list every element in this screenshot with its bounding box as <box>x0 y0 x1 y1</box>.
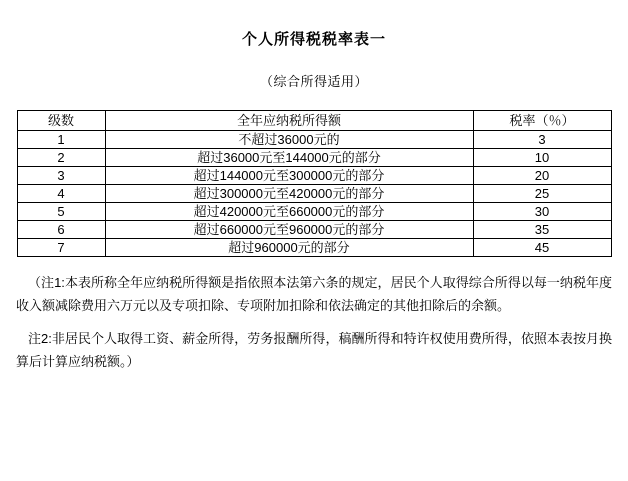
cell-rate: 25 <box>473 185 611 203</box>
column-header-rate: 税率（％） <box>473 111 611 131</box>
cell-rate: 20 <box>473 167 611 185</box>
table-row <box>17 221 611 239</box>
cell-rate: 3 <box>473 131 611 149</box>
note-2 <box>16 327 612 373</box>
table-row <box>17 167 611 185</box>
cell-range: 超过144000元至300000元的部分 <box>105 167 473 185</box>
page-subtitle: （综合所得适用） <box>259 74 368 89</box>
table-row <box>17 149 611 167</box>
note-1 <box>16 271 612 317</box>
table-row <box>17 185 611 203</box>
cell-level: 1 <box>17 131 105 149</box>
table-row <box>17 239 611 257</box>
page-title: 个人所得税税率表一 <box>241 31 386 48</box>
document-page <box>0 28 628 481</box>
cell-range: 超过960000元的部分 <box>105 239 473 257</box>
table-row <box>17 203 611 221</box>
tax-rate-table <box>17 110 612 257</box>
table-body <box>17 131 611 257</box>
cell-range: 超过300000元至420000元的部分 <box>105 185 473 203</box>
notes-section <box>16 271 612 373</box>
cell-level: 6 <box>17 221 105 239</box>
cell-rate: 30 <box>473 203 611 221</box>
cell-range: 不超过36000元的 <box>105 131 473 149</box>
table-row <box>17 131 611 149</box>
cell-range: 超过660000元至960000元的部分 <box>105 221 473 239</box>
table-header <box>17 111 611 131</box>
table-header-row <box>17 111 611 131</box>
cell-level: 5 <box>17 203 105 221</box>
cell-rate: 35 <box>473 221 611 239</box>
cell-rate: 10 <box>473 149 611 167</box>
cell-rate: 45 <box>473 239 611 257</box>
cell-level: 3 <box>17 167 105 185</box>
cell-level: 7 <box>17 239 105 257</box>
note-2-text: 注2:非居民个人取得工资、薪金所得，劳务报酬所得，稿酬所得和特许权使用费所得，依照本表按月换算后计算应纳税额。） <box>16 331 612 369</box>
column-header-level: 级数 <box>17 111 105 131</box>
cell-range: 超过36000元至144000元的部分 <box>105 149 473 167</box>
cell-level: 2 <box>17 149 105 167</box>
column-header-taxable-income: 全年应纳税所得额 <box>105 111 473 131</box>
cell-level: 4 <box>17 185 105 203</box>
note-1-text: （注1:本表所称全年应纳税所得额是指依照本法第六条的规定，居民个人取得综合所得以每一纳税年度收入额减除费用六万元以及专项扣除、专项附加扣除和依法确定的其他扣除后的余额。 <box>16 275 612 313</box>
cell-range: 超过420000元至660000元的部分 <box>105 203 473 221</box>
